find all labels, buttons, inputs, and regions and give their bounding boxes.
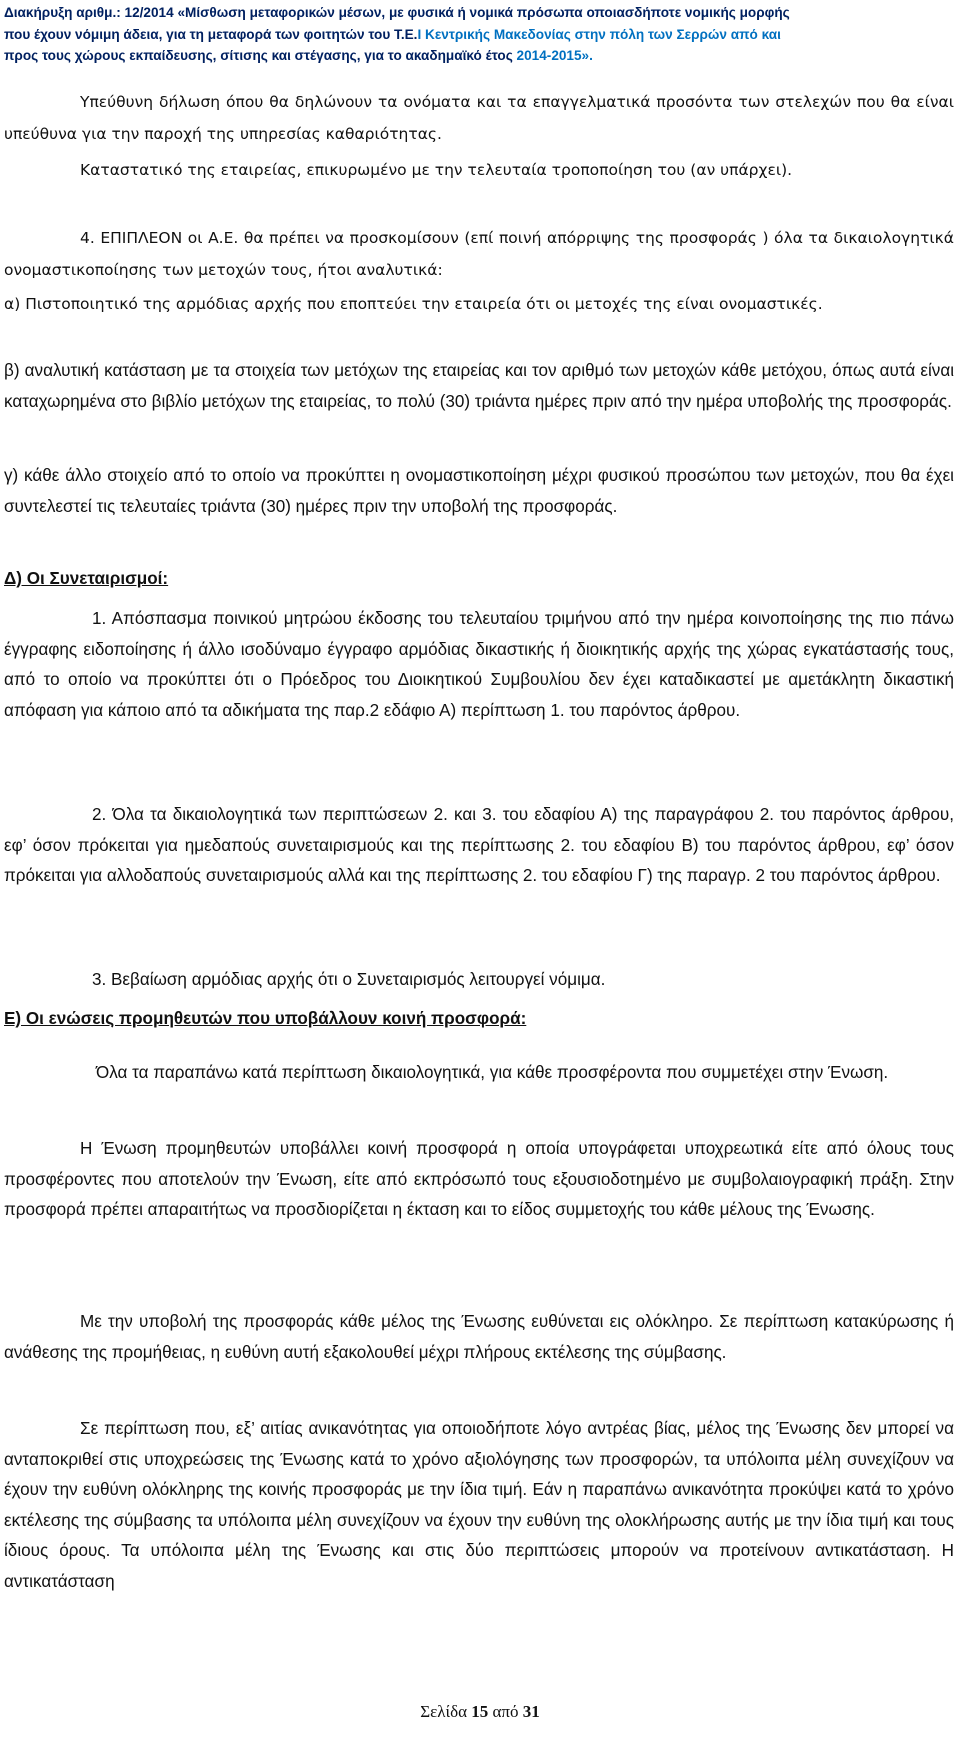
footer-page-number: 15: [471, 1702, 489, 1721]
paragraph-coop-2: 2. Όλα τα δικαιολογητικά των περιπτώσεων 2. και 3. του εδαφίου Α) της παραγράφου 2. του παρόντος άρθρου, εφ’ όσον πρόκειται για ημεδαπούς συνεταιρισμούς και της περίπτωσης 2. του εδαφίου Β) του παρόντος άρθρου, εφ’ όσον πρόκειται για αλλοδαπούς συνεταιρισμούς αλλά και της περίπτωσης 2. του εδαφίου Γ) της παραγρ. 2 του παρόντος άρθρου.: [4, 805, 954, 885]
document-header: [4, 2, 956, 67]
paragraph-union-1: Όλα τα παραπάνω κατά περίπτωση δικαιολογητικά, για κάθε προσφέροντα που συμμετέχει στην Ένωση.: [96, 1063, 889, 1082]
paragraph-item-c: γ) κάθε άλλο στοιχείο από το οποίο να προκύπτει η ονομαστικοποίηση μέχρι φυσικού προσώπου των μετοχών, που θα έχει συντελεστεί τις τελευταίες τριάντα (30) ημέρες πριν την υποβολή της προσφοράς.: [4, 466, 954, 516]
paragraph-item-a: α) Πιστοποιητικό της αρμόδιας αρχής που εποπτεύει την εταιρεία ότι οι μετοχές της είναι ονομαστικές.: [4, 295, 823, 313]
header-line-3: [4, 45, 956, 67]
page-footer: [0, 1702, 960, 1722]
header-line-2: [4, 24, 956, 46]
paragraph-union-3: Με την υποβολή της προσφοράς κάθε μέλος της Ένωσης ευθύνεται εις ολόκληρο. Σε περίπτωση κατακύρωσης ή ανάθεσης της προμήθειας, η ευθύνη αυτή εξακολουθεί μέχρι πλήρους εκτέλεσης της σύμβασης.: [4, 1312, 954, 1362]
section-heading-unions: Ε) Οι ενώσεις προμηθευτών που υποβάλλουν κοινή προσφορά:: [4, 1009, 527, 1028]
paragraph-union-4: Σε περίπτωση που, εξ’ αιτίας ανικανότητας για οποιοδήποτε λόγο αντρέας βίας, μέλος της Ένωσης δεν μπορεί να ανταποκριθεί στις υποχρεώσεις της Ένωσης κατά το χρόνο αξιολόγησης των προσφορών, τα υπόλοιπα μέλη συνεχίζουν να έχουν την ευθύνη ολόκληρης της κοινής προσφοράς με την ίδια τιμή. Εάν η παραπάνω ανικανότητα προκύψει κατά το χρόνο εκτέλεσης της σύμβασης τα υπόλοιπα μέλη συνεχίζουν να έχουν την ευθύνη της ολοκλήρωσης αυτής με την ίδια τιμή και τους ίδιους όρους. Τα υπόλοιπα μέλη της Ένωσης και στις δύο περιπτώσεις μπορούν να προτείνουν αντικατάσταση. Η αντικατάσταση: [4, 1419, 954, 1591]
paragraph-sa-shares: 4. ΕΠΙΠΛΕΟΝ οι Α.Ε. θα πρέπει να προσκομίσουν (επί ποινή απόρριψης της προσφοράς ) όλα τα δικαιολογητικά ονομαστικοποίησης των μετοχών τους, ήτοι αναλυτικά:: [4, 229, 954, 279]
paragraph-union-2: Η Ένωση προμηθευτών υποβάλλει κοινή προσφορά η οποία υπογράφεται υποχρεωτικά είτε από όλους τους προσφέροντες που αποτελούν την Ένωση, είτε από εκπρόσωπό τους εξουσιοδοτημένο με συμβολαιογραφική πράξη. Στην προσφορά πρέπει απαραιτήτως να προσδιορίζεται η έκταση και το είδος συμμετοχής του κάθε μέλους της Ένωσης.: [4, 1139, 954, 1219]
paragraph-statute: Καταστατικό της εταιρείας, επικυρωμένο με την τελευταία τροποποίηση του (αν υπάρχει).: [80, 161, 793, 179]
header-line-2-highlight: Ι Κεντρικής Μακεδονίας στην πόλη των Σερρών από και: [417, 26, 781, 42]
paragraph-coop-1: 1. Απόσπασμα ποινικού μητρώου έκδοσης του τελευταίου τριμήνου από την ημέρα κοινοποίησης της πιο πάνω έγγραφης ειδοποίησης ή άλλο ισοδύναμο έγγραφο αρμόδιας δικαστικής ή διοικητικής αρχής της χώρας εγκατάστασής τους, από το οποίο να προκύπτει ότι ο Πρόεδρος του Διοικητικού Συμβουλίου δεν έχει καταδικαστεί με αμετάκλητη δικαστική απόφαση για κάποιο από τα αδικήματα της παρ.2 εδάφιο Α) περίπτωση 1. του παρόντος άρθρου.: [4, 609, 954, 720]
footer-total-pages: 31: [522, 1702, 540, 1721]
header-line-1: Διακήρυξη αριθμ.: 12/2014 «Μίσθωση μεταφορικών μέσων, με φυσικά ή νομικά πρόσωπα οποιασδήποτε νομικής μορφής: [4, 5, 790, 20]
footer-label: Σελίδα: [420, 1702, 468, 1721]
footer-of: από: [492, 1702, 519, 1721]
section-heading-cooperatives: Δ) Οι Συνεταιρισμοί:: [4, 569, 169, 588]
paragraph-item-b: β) αναλυτική κατάσταση με τα στοιχεία των μετόχων της εταιρείας και τον αριθμό των μετοχών κάθε μετόχου, όπως αυτά είναι καταχωρημένα στο βιβλίο μετόχων της εταιρείας, το πολύ (30) τριάντα ημέρες πριν από την ημέρα υποβολής της προσφοράς.: [4, 361, 954, 411]
header-line-3-text: προς τους χώρους εκπαίδευσης, σίτισης και στέγασης, για το ακαδημαϊκό έτος: [4, 48, 517, 63]
paragraph-coop-3: 3. Βεβαίωση αρμόδιας αρχής ότι ο Συνεταιρισμός λειτουργεί νόμιμα.: [92, 970, 606, 989]
paragraph-declaration: Υπεύθυνη δήλωση όπου θα δηλώνουν τα ονόματα και τα επαγγελματικά προσόντα των στελεχών που θα είναι υπεύθυνα για την παροχή της υπηρεσίας καθαριότητας.: [4, 93, 954, 143]
header-line-3-highlight: 2014-2015».: [516, 48, 593, 63]
header-line-2-text: που έχουν νόμιμη άδεια, για τη μεταφορά των φοιτητών του Τ.Ε.: [4, 26, 418, 42]
